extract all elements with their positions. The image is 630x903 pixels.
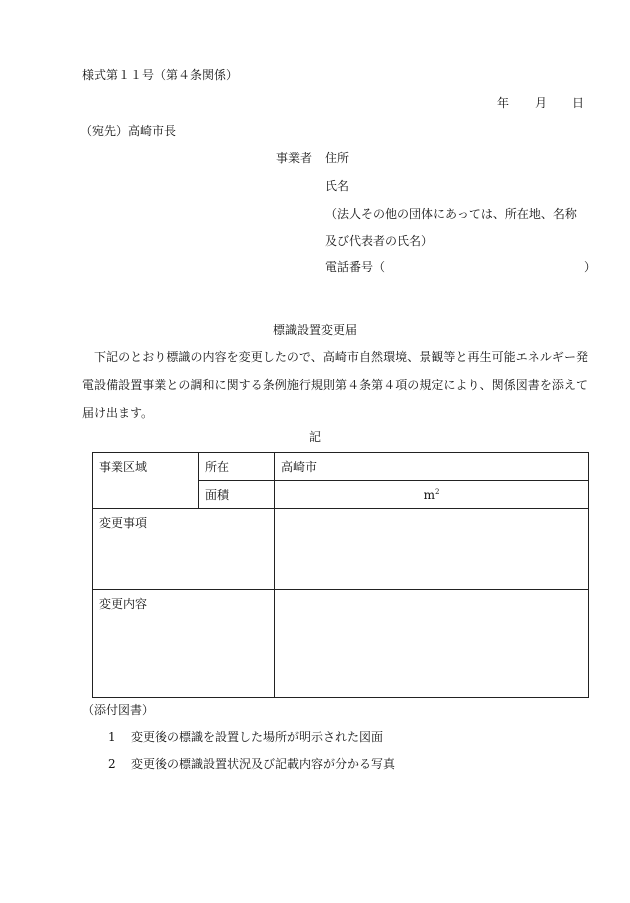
form-number: 様式第１１号（第４条関係） (82, 68, 239, 82)
attachments-heading: （添付図書） (82, 703, 155, 717)
ki-label: 記 (308, 430, 321, 444)
name-label: 氏名 (325, 179, 350, 193)
phone-label: 電話番号（ (325, 260, 386, 274)
size-unit-sup: 2 (434, 487, 440, 496)
attachment-text: 変更後の標識を設置した場所が明示された図面 (131, 730, 384, 744)
applicant-note-line2: 及び代表者の氏名） (325, 234, 434, 248)
document-title: 標識設置変更届 (272, 323, 357, 337)
applicant-note-line1: （法人その他の団体にあっては、所在地、名称 (325, 207, 577, 221)
phone-close-paren: ） (584, 260, 597, 274)
applicant-label: 事業者 (276, 151, 313, 165)
address-label: 住所 (325, 151, 350, 165)
details-table (92, 452, 589, 698)
date-day-label: 日 (572, 96, 585, 110)
change-content-value (275, 590, 589, 698)
size-value (275, 481, 589, 509)
location-value: 高崎市 (275, 453, 589, 481)
size-label: 面積 (199, 481, 275, 509)
change-item-label: 変更事項 (93, 509, 275, 590)
attachment-text: 変更後の標識設置状況及び記載内容が分かる写真 (131, 757, 396, 771)
attachment-num: 2 (108, 757, 116, 771)
change-content-label: 変更内容 (93, 590, 275, 698)
change-item-value (275, 509, 589, 590)
table-row (93, 509, 589, 590)
body-paragraph: 下記のとおり標識の内容を変更したので、高崎市自然環境、景観等と再生可能エネルギー発電設備設置事業との調和に関する条例施行規則第４条第４項の規定により、関係図書を添えて届け出ます。 (82, 350, 588, 420)
addressee: （宛先）高崎市長 (80, 124, 177, 138)
table-row (93, 590, 589, 698)
attachment-num: 1 (108, 730, 116, 744)
date-month-label: 月 (535, 96, 548, 110)
date-year-label: 年 (497, 96, 510, 110)
area-label: 事業区域 (93, 453, 199, 509)
table-row (93, 453, 589, 481)
location-label: 所在 (199, 453, 275, 481)
size-unit: m (423, 487, 435, 502)
